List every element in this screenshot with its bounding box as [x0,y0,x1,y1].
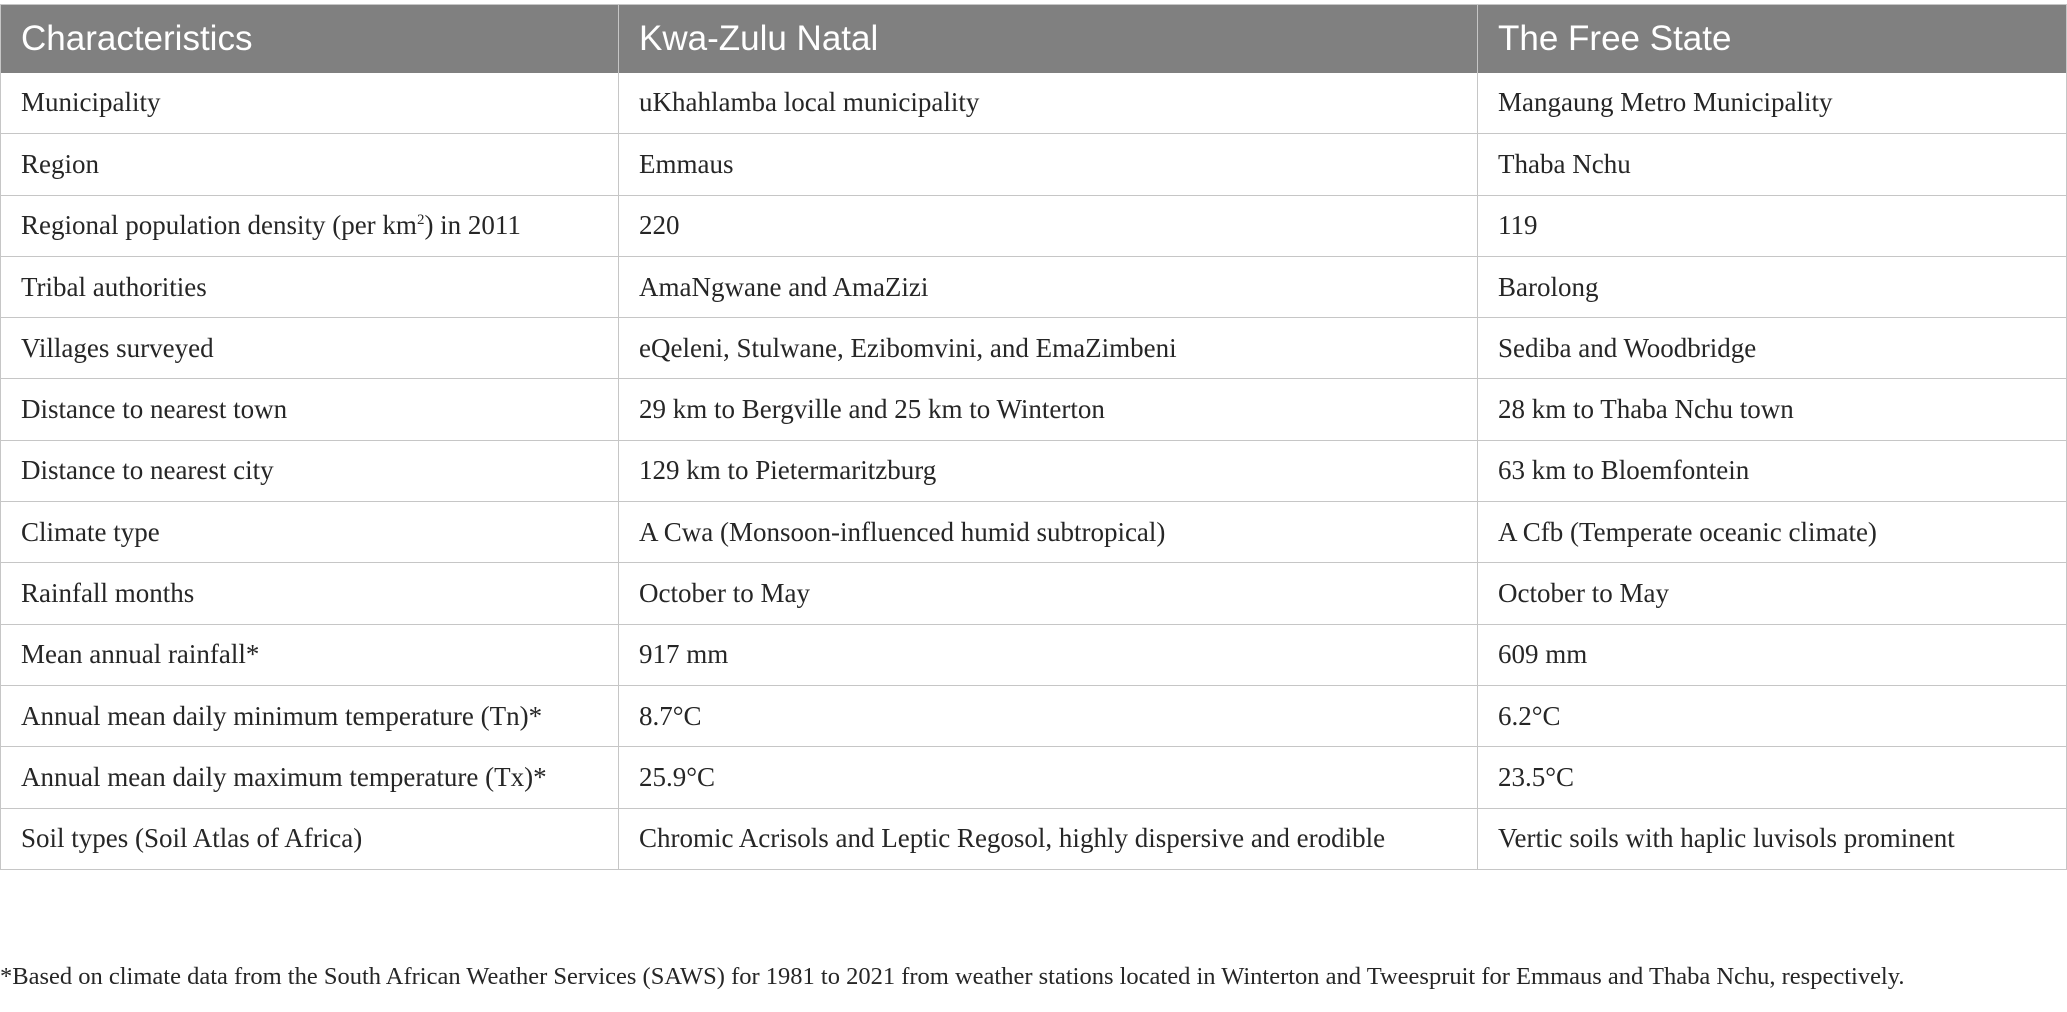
header-row [1,5,2067,73]
cell-fs: Sediba and Woodbridge [1478,318,2067,379]
characteristic-text-end: ) in 2011 [424,210,521,241]
cell-kzn: eQeleni, Stulwane, Ezibomvini, and EmaZimbeni [619,318,1478,379]
table-footnote: *Based on climate data from the South African Weather Services (SAWS) for 1981 to 2021 from weather stations located in Winterton and Tweespruit for Emmaus and Thaba Nchu, respectively. [0,962,1905,990]
cell-characteristic: Distance to nearest city [1,440,619,501]
cell-fs: 609 mm [1478,624,2067,685]
cell-characteristic: Region [1,134,619,195]
cell-fs: Vertic soils with haplic luvisols prominent [1478,808,2067,869]
table-row [1,134,2067,195]
cell-fs: 28 km to Thaba Nchu town [1478,379,2067,440]
document [0,4,2067,870]
cell-characteristic: Tribal authorities [1,256,619,317]
header-characteristics: Characteristics [1,5,619,73]
table-row [1,73,2067,134]
cell-kzn: 220 [619,195,1478,256]
cell-characteristic: Annual mean daily maximum temperature (Tx)* [1,747,619,808]
cell-characteristic: Soil types (Soil Atlas of Africa) [1,808,619,869]
table-row [1,563,2067,624]
cell-characteristic: Annual mean daily minimum temperature (Tn)* [1,685,619,746]
cell-fs: 119 [1478,195,2067,256]
cell-characteristic: Municipality [1,73,619,134]
cell-characteristic: Mean annual rainfall* [1,624,619,685]
table-row [1,747,2067,808]
cell-kzn: 29 km to Bergville and 25 km to Winterton [619,379,1478,440]
table-row [1,256,2067,317]
cell-kzn: Emmaus [619,134,1478,195]
cell-kzn: Chromic Acrisols and Leptic Regosol, highly dispersive and erodible [619,808,1478,869]
table-row [1,318,2067,379]
table-header [1,5,2067,73]
cell-fs: Mangaung Metro Municipality [1478,73,2067,134]
cell-kzn: 25.9°C [619,747,1478,808]
cell-kzn: uKhahlamba local municipality [619,73,1478,134]
cell-fs: 6.2°C [1478,685,2067,746]
cell-kzn: A Cwa (Monsoon-influenced humid subtropical) [619,502,1478,563]
table-row [1,685,2067,746]
characteristic-text: Regional population density (per km [21,210,417,241]
cell-fs: Barolong [1478,256,2067,317]
table-row [1,440,2067,501]
cell-characteristic: Villages surveyed [1,318,619,379]
cell-kzn: 129 km to Pietermaritzburg [619,440,1478,501]
table-row [1,502,2067,563]
header-free-state: The Free State [1478,5,2067,73]
table-row [1,808,2067,869]
cell-kzn: 8.7°C [619,685,1478,746]
cell-fs: Thaba Nchu [1478,134,2067,195]
header-kwa-zulu-natal: Kwa-Zulu Natal [619,5,1478,73]
table-row [1,624,2067,685]
cell-characteristic: Climate type [1,502,619,563]
cell-characteristic: Distance to nearest town [1,379,619,440]
cell-characteristic: Rainfall months [1,563,619,624]
table-row [1,195,2067,256]
cell-kzn: AmaNgwane and AmaZizi [619,256,1478,317]
table-body [1,73,2067,870]
cell-fs: October to May [1478,563,2067,624]
cell-fs: 63 km to Bloemfontein [1478,440,2067,501]
cell-kzn: October to May [619,563,1478,624]
table-row [1,379,2067,440]
cell-kzn: 917 mm [619,624,1478,685]
cell-fs: A Cfb (Temperate oceanic climate) [1478,502,2067,563]
superscript: 2 [416,212,425,229]
cell-characteristic [1,195,619,256]
characteristics-table [0,4,2067,870]
cell-fs: 23.5°C [1478,747,2067,808]
